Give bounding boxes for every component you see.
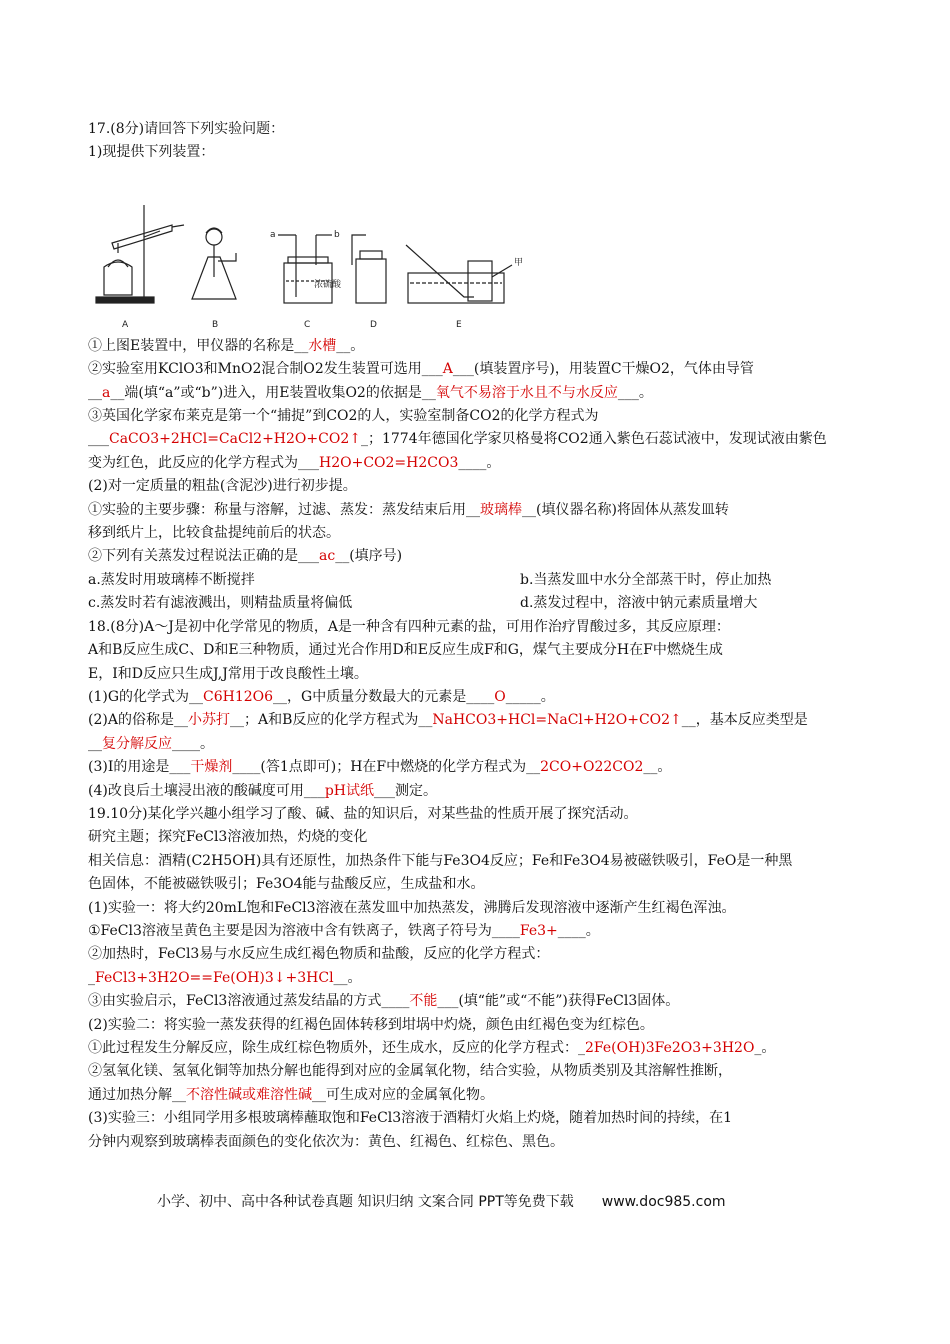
- exam-page: [88, 118, 864, 1154]
- q17-line3: __a__端(填“a”或“b”)进入，用E装置收集O2的依据是__氧气不易溶于水且不与水反应___。: [88, 384, 653, 401]
- q19-line2: 研究主题；探究FeCl3溶液加热，灼烧的变化: [88, 829, 368, 846]
- q18-line6: __复分解反应____。: [88, 735, 214, 752]
- q17-line7: (2)对一定质量的粗盐(含泥沙)进行初步提。: [88, 478, 357, 495]
- q17-part1: 1)现提供下列装置：: [88, 144, 215, 161]
- q17-line9: 移到纸片上，比较食盐提纯前后的状态。: [88, 525, 340, 542]
- label-d: D: [370, 319, 377, 330]
- q19-line14: (3)实验三：小组同学用多根玻璃棒蘸取饱和FeCl3溶液于酒精灯火焰上灼烧，随着加热时间的持续，在1: [88, 1110, 733, 1127]
- acid-label: 浓硫酸: [314, 279, 342, 290]
- q18-line1: 18.(8分)A～J是初中化学常见的物质，A是一种含有四种元素的盐，可用作治疗胃酸过多，其反应原理：: [88, 618, 730, 635]
- q19-line10: (2)实验二：将实验一蒸发获得的红褐色固体转移到坩埚中灼烧，颜色由红褐色变为红棕色。: [88, 1016, 654, 1033]
- q19-line9: ③由实验启示，FeCl3溶液通过蒸发结晶的方式____不能___(填“能”或“不能”)获得FeCl3固体。: [88, 993, 680, 1010]
- page-footer: 小学、初中、高中各种试卷真题 知识归纳 文案合同 PPT等免费下载 www.doc985.com: [157, 1194, 726, 1210]
- port-b: b: [334, 229, 340, 240]
- q17-options-cd: c.蒸发时若有滤液溅出，则精盐质量将偏低 d.蒸发过程中，溶液中钠元素质量增大: [88, 595, 758, 612]
- q19-line1: 19.10分)某化学兴趣小组学习了酸、碱、盐的知识后，对某些盐的性质开展了探究活动。: [88, 805, 638, 822]
- q19-line15: 分钟内观察到玻璃棒表面颜色的变化依次为：黄色、红褐色、红棕色、黑色。: [88, 1133, 564, 1150]
- q19-line5: (1)实验一：将大约20mL饱和FeCl3溶液在蒸发皿中加热蒸发，沸腾后发现溶液中逐渐产生红褐色浑浊。: [88, 899, 736, 916]
- apparatus-drawing: [88, 165, 528, 335]
- q18-line7: (3)I的用途是___干燥剂____(答1点即可)；H在F中燃烧的化学方程式为__2CO+O22CO2__。: [88, 759, 672, 776]
- q19-line11: ①此过程发生分解反应，除生成红棕色物质外，还生成水，反应的化学方程式：_2Fe(OH)3Fe2O3+3H2O_。: [88, 1040, 776, 1056]
- q17-line8: ①实验的主要步骤：称量与溶解，过滤、蒸发：蒸发结束后用__玻璃棒__(填仪器名称)将固体从蒸发皿转: [88, 501, 729, 518]
- q19-line12: ②氢氧化镁、氢氧化铜等加热分解也能得到对应的金属氧化物，结合实验，从物质类别及其溶解性推断，: [88, 1063, 732, 1080]
- label-b: B: [212, 319, 219, 330]
- q19-line3: 相关信息：酒精(C2H5OH)具有还原性，加热条件下能与Fe3O4反应；Fe和Fe3O4易被磁铁吸引，FeO是一种黑: [88, 852, 793, 869]
- q17-heading: 17.(8分)请回答下列实验问题：: [88, 121, 285, 137]
- q17-line2: ②实验室用KClO3和MnO2混合制O2发生装置可选用___A___(填装置序号)，用装置C干燥O2，气体由导管: [88, 361, 754, 378]
- q19-line13: 通过加热分解__不溶性碱或难溶性碱__可生成对应的金属氧化物。: [88, 1086, 494, 1103]
- q18-line4: (1)G的化学式为__C6H12O6__，G中质量分数最大的元素是____O_____。: [88, 688, 555, 705]
- q17-line5: ___CaCO3+2HCl=CaCl2+H2O+CO2↑_；1774年德国化学家贝格曼将CO2通入紫色石蕊试液中，发现试液由紫色: [88, 431, 827, 448]
- q18-line3: E，I和D反应只生成J,J常用于改良酸性土壤。: [88, 665, 368, 682]
- q18-line5: (2)A的俗称是__小苏打__；A和B反应的化学方程式为__NaHCO3+HCl=NaCl+H2O+CO2↑__，基本反应类型是: [88, 712, 808, 729]
- q17-line10: ②下列有关蒸发过程说法正确的是___ac__(填序号): [88, 548, 403, 565]
- q17-options-ab: a.蒸发时用玻璃棒不断搅拌 b.当蒸发皿中水分全部蒸干时，停止加热: [88, 571, 772, 588]
- port-a: a: [270, 229, 276, 240]
- label-e: E: [456, 319, 462, 330]
- q19-line4: 色固体，不能被磁铁吸引；Fe3O4能与盐酸反应，生成盐和水。: [88, 876, 485, 893]
- q19-line6: ①FeCl3溶液呈黄色主要是因为溶液中含有铁离子，铁离子符号为____Fe3+____。: [88, 922, 600, 939]
- q18-line2: A和B反应生成C、D和E三种物质，通过光合作用D和E反应生成F和G，煤气主要成分H在F中燃烧生成: [88, 642, 723, 659]
- label-a: A: [122, 319, 129, 330]
- q17-line4: ③英国化学家布莱克是第一个“捕捉”到CO2的人，实验室制备CO2的化学方程式为: [88, 408, 599, 425]
- q18-line8: (4)改良后土壤浸出液的酸碱度可用___pH试纸___测定。: [88, 782, 438, 799]
- q17-line6: 变为红色，此反应的化学方程式为___H2O+CO2=H2CO3____。: [88, 454, 501, 471]
- label-c: C: [304, 319, 311, 330]
- q19-line7: ②加热时，FeCl3易与水反应生成红褐色物质和盐酸，反应的化学方程式：: [88, 946, 550, 963]
- q19-line8: _FeCl3+3H2O==Fe(OH)3↓+3HCl__。: [88, 969, 362, 986]
- apparatus-figure: [88, 165, 864, 335]
- q17-line1: ①上图E装置中，甲仪器的名称是__水槽__。: [88, 337, 365, 354]
- trough-label: 甲: [514, 257, 524, 268]
